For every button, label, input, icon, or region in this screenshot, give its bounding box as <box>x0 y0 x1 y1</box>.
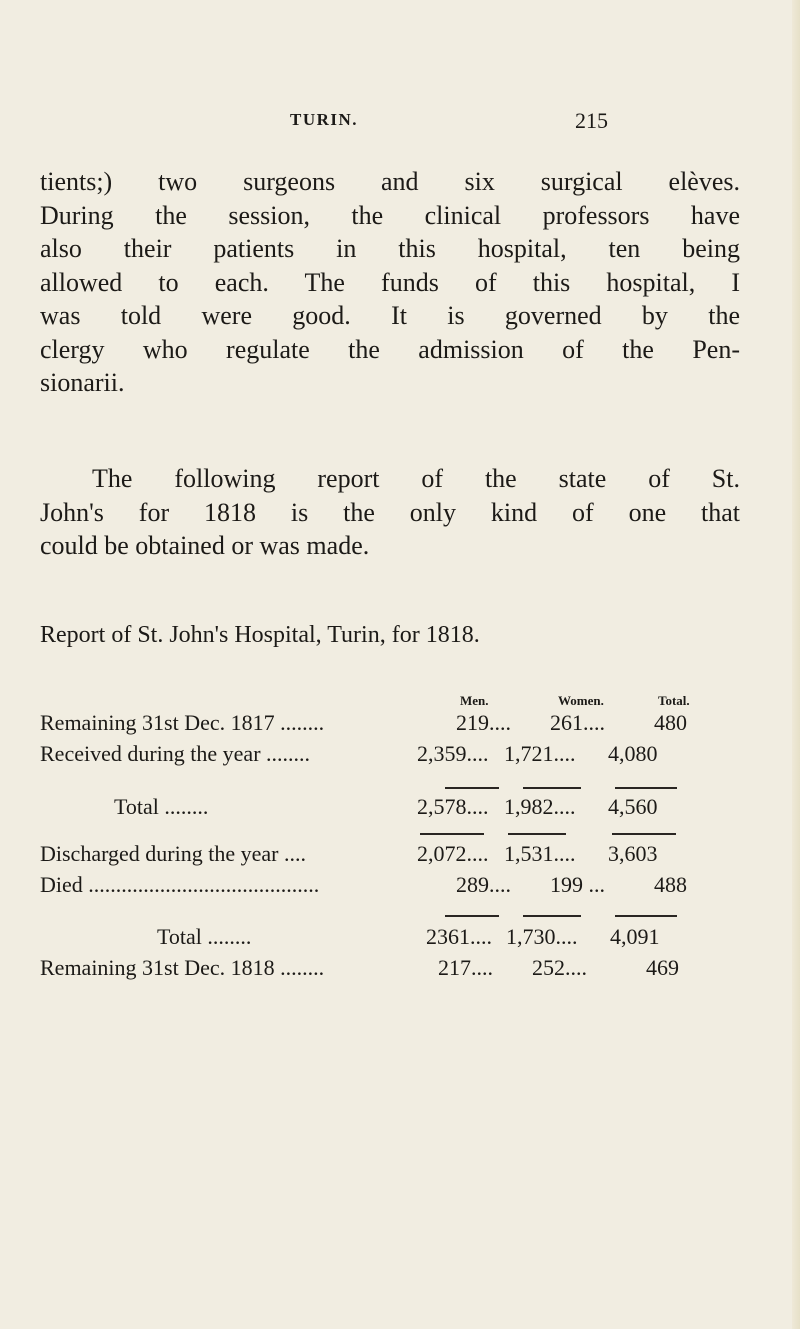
text-line: was told were good. It is governed by the <box>40 301 740 330</box>
cell-total: 4,560 <box>608 794 658 819</box>
cell-women: 1,982.... <box>504 794 576 819</box>
cell-men: 2,072.... <box>417 841 489 866</box>
page-number: 215 <box>575 108 608 133</box>
text-line: The following report of the state of St. <box>92 464 740 493</box>
cell-total: 4,080 <box>608 741 658 766</box>
sum-rule <box>445 787 499 789</box>
column-header-women: Women. <box>558 693 604 708</box>
text-line: During the session, the clinical professors have <box>40 200 740 230</box>
paragraph-report-intro <box>40 462 740 563</box>
cell-men: 219.... <box>456 710 511 735</box>
cell-men: 289.... <box>456 872 511 897</box>
row-label: Received during the year ........ <box>40 741 311 766</box>
sum-rule <box>615 787 677 789</box>
cell-men: 2,359.... <box>417 741 489 766</box>
text-line: could be obtained or was made. <box>40 531 370 560</box>
cell-men: 217.... <box>438 955 493 980</box>
sum-rule <box>523 787 581 789</box>
sum-rule <box>612 833 676 835</box>
cell-women: 1,730.... <box>506 924 578 949</box>
row-label-total: Total ........ <box>157 924 252 949</box>
sum-rule <box>445 915 499 917</box>
cell-total: 469 <box>646 955 679 980</box>
text-line: tients;) two surgeons and six surgical elèves. <box>40 167 740 196</box>
text-line: also their patients in this hospital, ten being <box>40 234 740 263</box>
sum-rule <box>615 915 677 917</box>
text-line: sionarii. <box>40 368 125 397</box>
cell-women: 1,531.... <box>504 841 576 866</box>
cell-total: 480 <box>654 710 687 735</box>
column-header-total: Total. <box>658 693 690 708</box>
page-edge <box>792 0 800 1329</box>
cell-total: 488 <box>654 872 687 897</box>
column-header-men: Men. <box>460 693 489 708</box>
cell-men: 2,578.... <box>417 794 489 819</box>
cell-women: 252.... <box>532 955 587 980</box>
running-head <box>0 110 800 134</box>
running-head-title: TURIN. <box>290 110 359 129</box>
paragraph-hospital-description <box>40 165 740 400</box>
sum-rule <box>420 833 484 835</box>
cell-total: 3,603 <box>608 841 658 866</box>
text-line: clergy who regulate the admission of the Pen- <box>40 334 740 364</box>
text-line: John's for 1818 is the only kind of one that <box>40 497 740 527</box>
sum-rule <box>508 833 566 835</box>
row-label-total: Total ........ <box>114 794 209 819</box>
report-title: Report of St. John's Hospital, Turin, for 1818. <box>40 622 480 648</box>
cell-women: 1,721.... <box>504 741 576 766</box>
row-label: Remaining 31st Dec. 1818 ........ <box>40 955 325 980</box>
cell-men: 2361.... <box>426 924 492 949</box>
cell-total: 4,091 <box>610 924 660 949</box>
cell-women: 199 ... <box>550 872 605 897</box>
cell-women: 261.... <box>550 710 605 735</box>
sum-rule <box>523 915 581 917</box>
text-line: allowed to each. The funds of this hospital, I <box>40 267 740 297</box>
row-label: Died .......................................... <box>40 872 320 897</box>
row-label: Remaining 31st Dec. 1817 ........ <box>40 710 325 735</box>
row-label: Discharged during the year .... <box>40 841 306 866</box>
